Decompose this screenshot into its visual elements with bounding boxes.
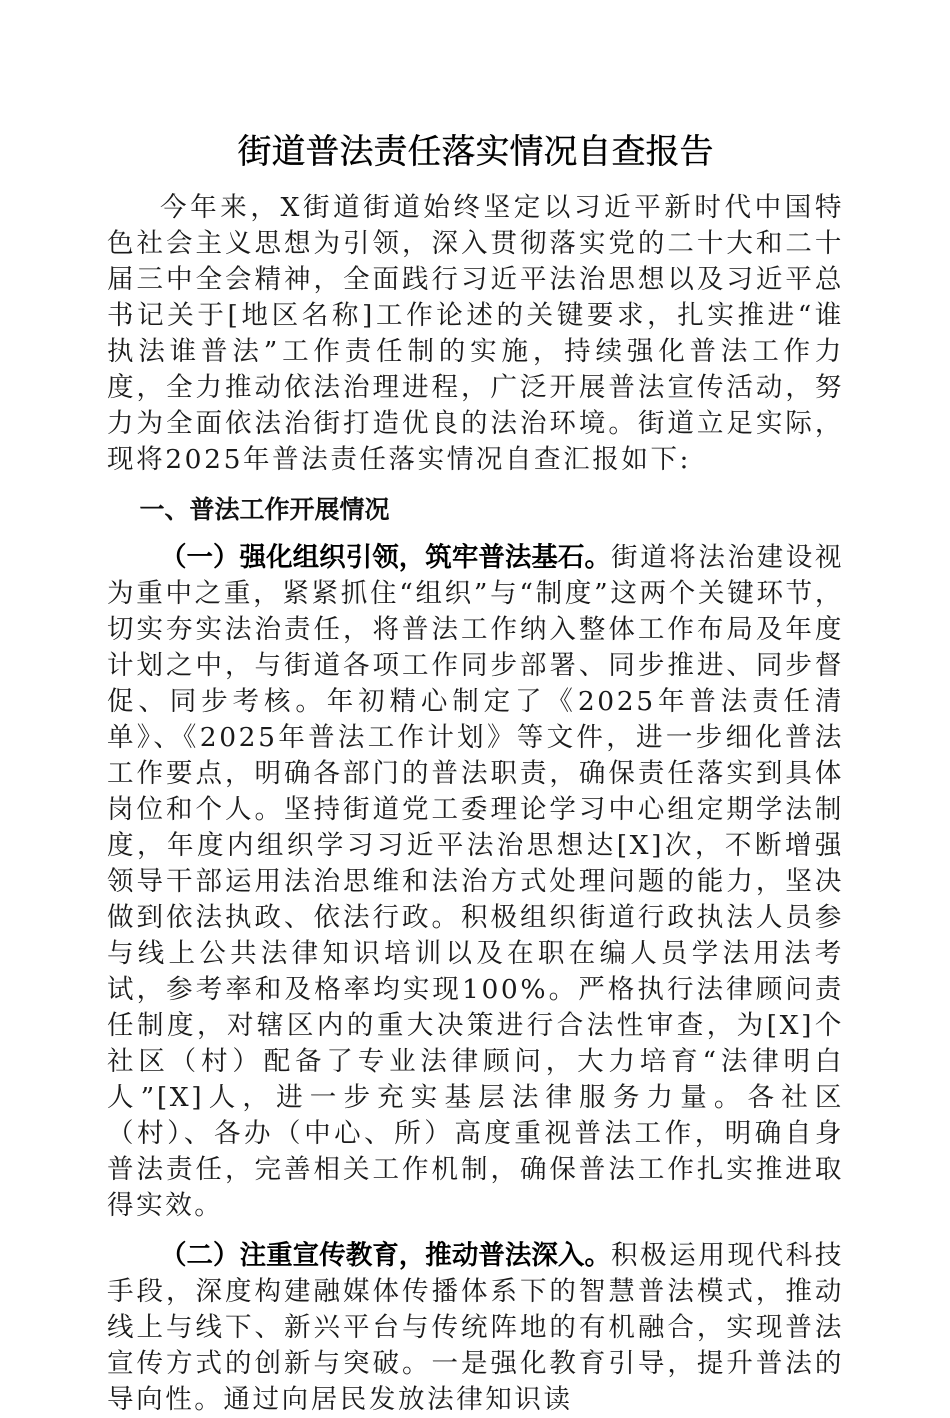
subsection-body: 积极运用现代科技手段，深度构建融媒体传播体系下的智慧普法模式，推动线上与线下、新兴平台与传统阵地的有机融合，实现普法宣传方式的创新与突破。一是强化教育引导，提升普法的导向性。通过向居民发放法律知识读 [107, 1240, 845, 1415]
subsection-body: 街道将法治建设视为重中之重，紧紧抓住“组织”与“制度”这两个关键环节，切实夯实法治责任，将普法工作纳入整体工作布局及年度计划之中，与街道各项工作同步部署、同步推进、同步督促、同步考核。年初精心制定了《2025年普法责任清单》、《2025年普法工作计划》等文件，进一步细化普法工作要点，明确各部门的普法职责，确保责任落实到具体岗位和个人。坚持街道党工委理论学习中心组定期学法制度，年度内组织学习习近平法治思想达[X]次，不断增强领导干部运用法治思维和法治方式处理问题的能力，坚决做到依法执政、依法行政。积极组织街道行政执法人员参与线上公共法律知识培训以及在职在编人员学法用法考试，参考率和及格率均实现100%。严格执行法律顾问责任制度，对辖区内的重大决策进行合法性审查，为[X]个社区（村）配备了专业法律顾问，大力培育“法律明白人”[X]人，进一步充实基层法律服务力量。各社区（村）、各办（中心、所）高度重视普法工作，明确自身普法责任，完善相关工作机制，确保普法工作扎实推进取得实效。 [107, 542, 845, 1221]
subsection-paragraph-2 [107, 1238, 844, 1418]
paragraph-gap [107, 1224, 844, 1238]
section-heading: 一、普法工作开展情况 [139, 495, 390, 524]
subsection-lead: （一）强化组织引领，筑牢普法基石。 [160, 542, 611, 573]
subsection-lead: （二）注重宣传教育，推动普法深入。 [160, 1240, 611, 1271]
document-page [107, 128, 844, 1418]
intro-paragraph: 今年来，X街道街道始终坚定以习近平新时代中国特色社会主义思想为引领，深入贯彻落实党的二十大和二十届三中全会精神，全面践行习近平法治思想以及习近平总书记关于[地区名称]工作论述的关键要求，扎实推进“谁执法谁普法”工作责任制的实施，持续强化普法工作力度，全力推动依法治理进程，广泛开展普法宣传活动，努力为全面依法治街打造优良的法治环境。街道立足实际，现将2025年普法责任落实情况自查汇报如下: [107, 192, 844, 475]
subsection-paragraph-1 [107, 540, 844, 1224]
document-title: 街道普法责任落实情况自查报告 [237, 132, 714, 172]
